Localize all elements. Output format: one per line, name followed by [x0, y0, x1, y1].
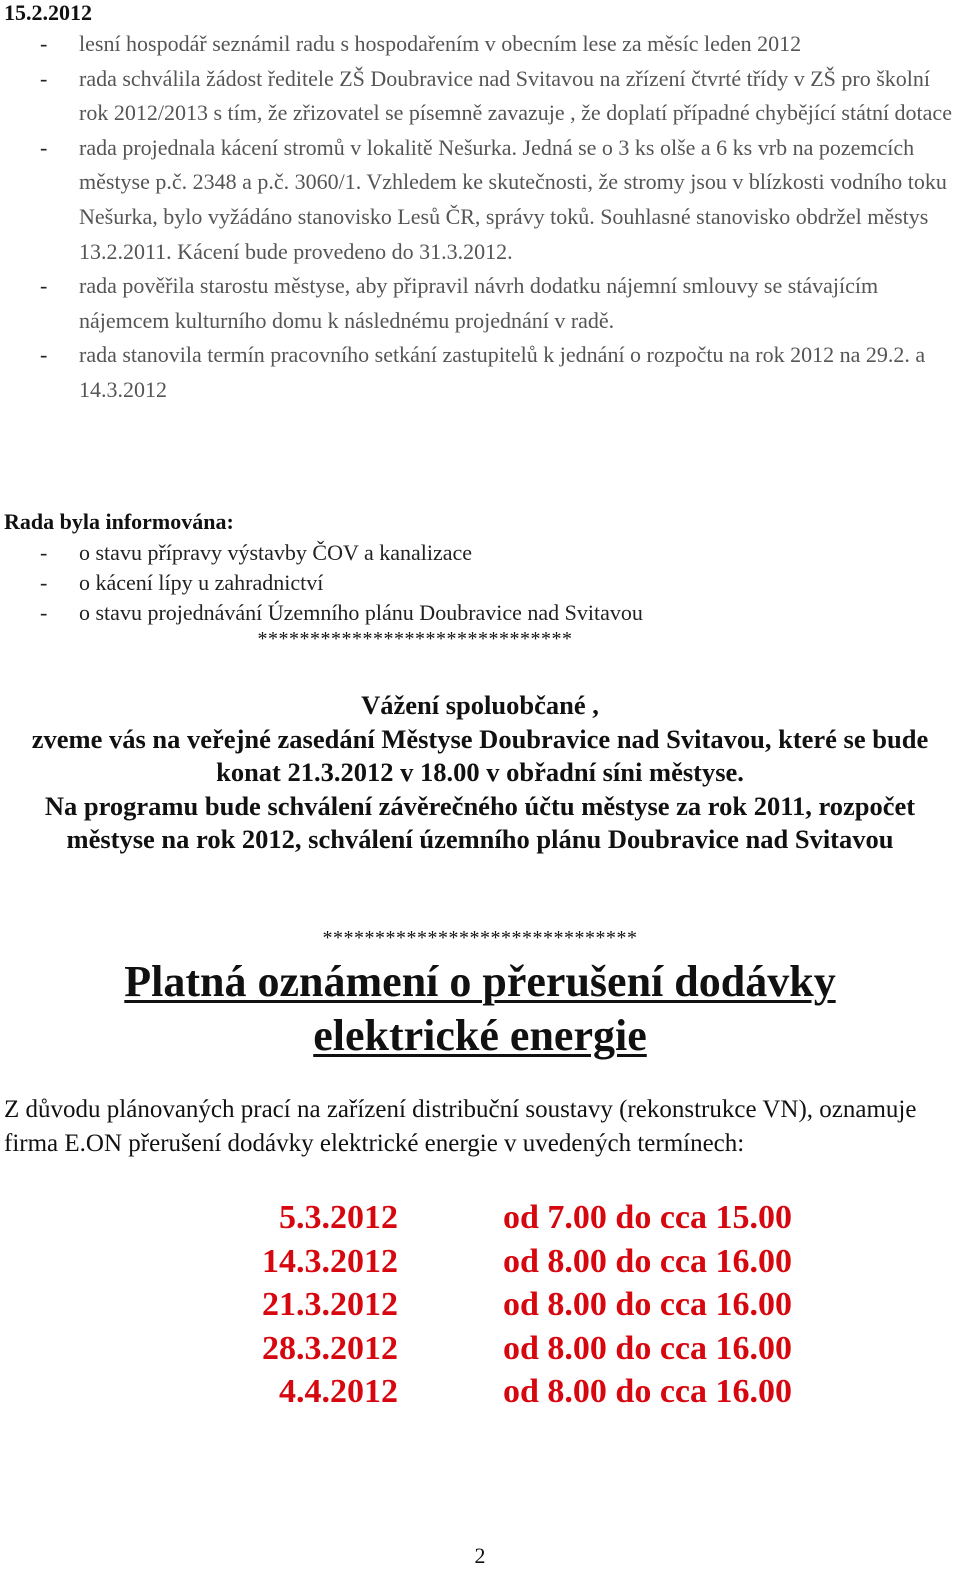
- list-item-text: rada stanovila termín pracovního setkání zastupitelů k jednání o rozpočtu na rok 2012 na 29.2. a 14.3.2012: [79, 342, 926, 402]
- list-item-text: rada projednala kácení stromů v lokalitě Nešurka. Jedná se o 3 ks olše a 6 ks vrb na pozemcích městyse p.č. 2348 a p.č. 3060/1. Vzhledem ke skutečnosti, že stromy jsou v blízkosti vodního toku Nešurka, bylo vyžádáno stanovisko Lesů ČR, správy toků. Souhlasné stanovisko obdržel městys 13.2.2011. Kácení bude provedeno do 31.3.2012.: [79, 134, 947, 264]
- outage-time: od 7.00 do cca 15.00: [503, 1199, 792, 1236]
- outage-schedule: [0, 1196, 960, 1414]
- list-item: [0, 598, 960, 628]
- outage-row: [0, 1240, 960, 1284]
- outage-date: 14.3.2012: [262, 1242, 398, 1280]
- list-item: [0, 269, 960, 338]
- outage-row: [0, 1370, 960, 1414]
- separator-stars: ******************************: [322, 927, 638, 949]
- outage-notice-text: Z důvodu plánovaných prací na zařízení distribuční soustavy (rekonstrukce VN), oznamuje firma E.ON přerušení dodávky elektrické energie v uvedených termínech:: [4, 1096, 917, 1157]
- outage-date: 28.3.2012: [262, 1329, 398, 1367]
- headline-line-2: elektrické energie: [313, 1011, 647, 1060]
- bullet-dash: -: [40, 273, 48, 299]
- invitation-meeting: zveme vás na veřejné zasedání Městyse Doubravice nad Svitavou, které se bude konat 21.3.2012 v 18.00 v obřadní síni městyse.: [31, 723, 929, 788]
- outage-time: od 8.00 do cca 16.00: [503, 1286, 792, 1323]
- list-item: [0, 538, 960, 568]
- informed-list: [0, 538, 960, 628]
- outage-time: od 8.00 do cca 16.00: [503, 1329, 792, 1367]
- bullet-dash: -: [40, 31, 48, 56]
- list-item-text: o kácení lípy u zahradnictví: [79, 570, 324, 595]
- outage-row: [0, 1327, 960, 1371]
- list-item: [0, 62, 960, 131]
- bullet-dash: -: [40, 600, 48, 625]
- outage-date: 4.4.2012: [279, 1373, 398, 1410]
- list-item-text: rada pověřila starostu městyse, aby připravil návrh dodatku nájemní smlouvy se stávajícím nájemcem kulturního domu k následnému projednání v radě.: [79, 273, 879, 333]
- bullet-dash: -: [40, 134, 48, 160]
- separator-stars: ******************************: [257, 628, 573, 650]
- council-items-list: [0, 27, 960, 408]
- list-item-text: o stavu přípravy výstavby ČOV a kanalizace: [79, 540, 473, 565]
- page-number: 2: [474, 1543, 486, 1568]
- outage-time: od 8.00 do cca 16.00: [503, 1373, 792, 1410]
- invitation-block: [0, 689, 960, 857]
- headline-line-1: Platná oznámení o přerušení dodávky: [124, 957, 836, 1006]
- list-item: [0, 338, 960, 407]
- bullet-dash: -: [40, 342, 48, 368]
- outage-date: 5.3.2012: [279, 1199, 398, 1236]
- invitation-agenda: Na programu bude schválení závěrečného účtu městyse za rok 2011, rozpočet městyse na rok 2012, schválení územního plánu Doubravice nad Svitavou: [44, 790, 916, 855]
- informed-heading: Rada byla informována:: [4, 509, 234, 534]
- list-item: [0, 27, 960, 62]
- list-item-text: rada schválila žádost ředitele ZŠ Doubravice nad Svitavou na zřízení čtvrté třídy v ZŠ pro školní rok 2012/2013 s tím, že zřizovatel se písemně zavazuje , že doplatí případné chybějící státní dotace: [79, 65, 952, 126]
- invitation-greeting: Vážení spoluobčané ,: [361, 690, 599, 720]
- bullet-dash: -: [40, 570, 48, 595]
- bullet-dash: -: [40, 65, 48, 91]
- outage-row: [0, 1283, 960, 1327]
- list-item: [0, 131, 960, 269]
- section-date: 15.2.2012: [4, 0, 92, 25]
- outage-row: [0, 1196, 960, 1240]
- bullet-dash: -: [40, 540, 48, 565]
- outage-headline: [0, 955, 960, 1063]
- outage-date: 21.3.2012: [262, 1286, 398, 1323]
- list-item-text: o stavu projednávání Územního plánu Doubravice nad Svitavou: [79, 600, 643, 625]
- list-item-text: lesní hospodář seznámil radu s hospodařením v obecním lese za měsíc leden 2012: [79, 31, 802, 56]
- outage-time: od 8.00 do cca 16.00: [503, 1242, 792, 1280]
- list-item: [0, 568, 960, 598]
